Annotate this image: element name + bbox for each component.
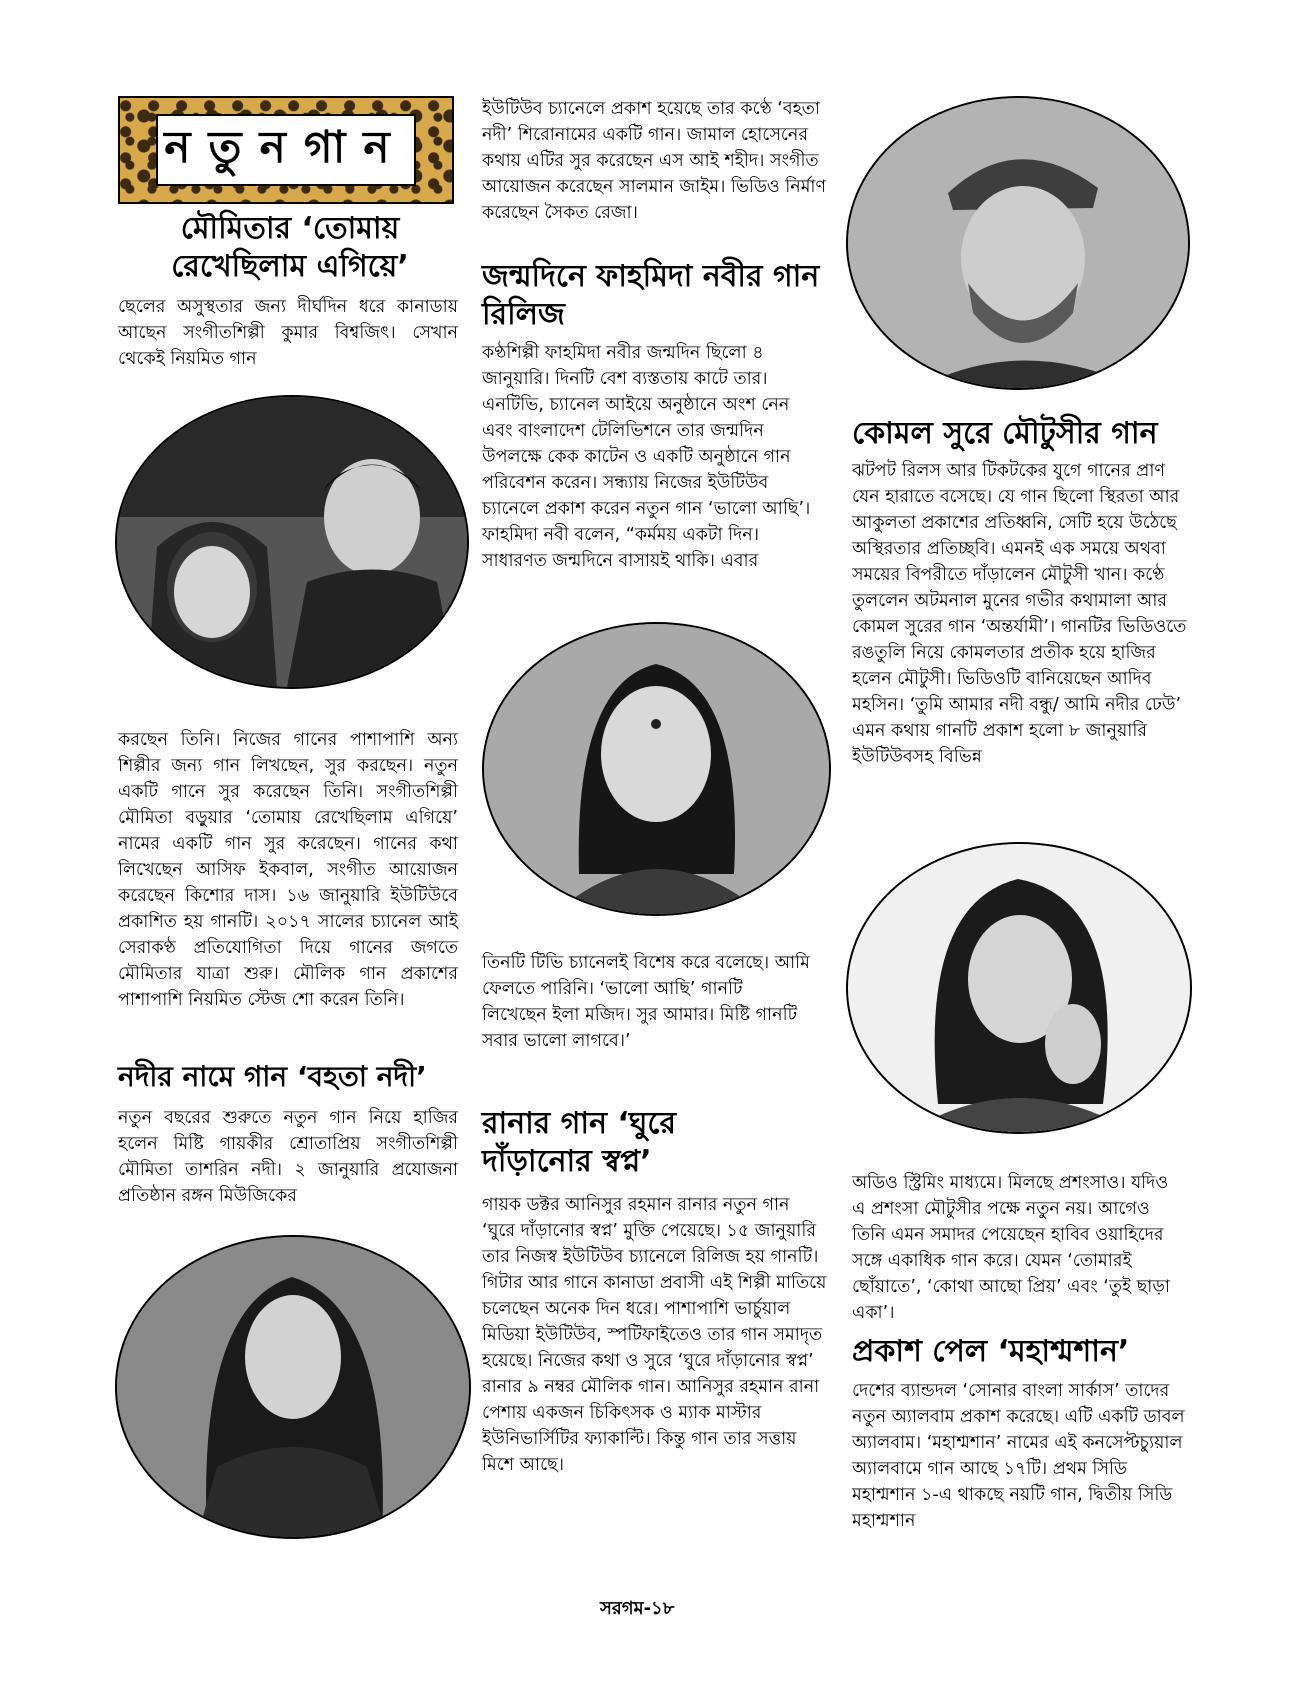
photo-moumita-kumar-bishwajit bbox=[115, 395, 469, 689]
article-bohota-nodi-cont bbox=[482, 96, 827, 226]
photo-moutushi-khan bbox=[846, 842, 1192, 1134]
headline-bohota-nodi: নদীর নামে গান ‘বহতা নদী’ bbox=[118, 1060, 427, 1093]
article-moumita-body bbox=[118, 727, 458, 1013]
article-moutushi-cont bbox=[852, 1170, 1187, 1326]
photo-moumita-tashrin bbox=[115, 1235, 471, 1539]
paragraph: ইউটিউব চ্যানেলে প্রকাশ হয়েছে তার কণ্ঠে ‘বহতা নদী’ শিরোনামের একটি গান। জামাল হোসেনের কথায় এটির সুর করেছেন এস আই শহীদ। সংগীত আয়োজন করেছেন সালমান জাইম। ভিডিও নির্মাণ করেছেন সৈকত রেজা। bbox=[482, 99, 827, 223]
duo-portrait-image bbox=[117, 397, 467, 687]
section-banner bbox=[118, 96, 454, 204]
portrait-image bbox=[117, 1237, 469, 1537]
photo-fahmida-nabi bbox=[482, 622, 831, 916]
article-fahmida-nabi-cont bbox=[482, 950, 812, 1054]
article-moumita-intro bbox=[118, 294, 458, 372]
headline-fahmida-nabi: জন্মদিনে ফাহমিদা নবীর গান রিলিজ bbox=[482, 259, 820, 332]
paragraph: গায়ক ডক্টর আনিসুর রহমান রানার নতুন গান ‘ঘুরে দাঁড়ানোর স্বপ্ন’ মুক্তি পেয়েছে। ১৫ জানুয়ারি তার নিজস্ব ইউটিউব চ্যানেলে রিলিজ হয় গানটি। গিটার আর গানে কানাডা প্রবাসী এই শিল্পী মাতিয়ে চলেছেন অনেক দিন ধরে। পাশাপাশি ভার্চুয়াল মিডিয়া ইউটিউব, স্পটিফাইতেও তার গান সমাদৃত হয়েছে। নিজের কথা ও সুরে ‘ঘুরে দাঁড়ানোর স্বপ্ন’ রানার ৯ নম্বর মৌলিক গান। আনিসুর রহমান রানা পেশায় একজন চিকিৎসক ও ম্যাক মাস্টার ইউনিভার্সিটির ফ্যাকাল্টি। কিন্তু গান তার সত্তায় মিশে আছে। bbox=[482, 1195, 827, 1475]
article-mohashmoshan bbox=[852, 1378, 1187, 1534]
paragraph: করছেন তিনি। নিজের গানের পাশাপাশি অন্য শিল্পীর জন্য গান লিখছেন, সুর করছেন। নতুন একটি গানে সুর করেছেন তিনি। সংগীতশিল্পী মৌমিতা বড়ুয়ার ‘তোমায় রেখেছিলাম এগিয়ে’ নামের একটি গান সুর করেছেন। গানের কথা লিখেছেন আসিফ ইকবাল, সংগীত আয়োজন করেছেন কিশোর দাস। ১৬ জানুয়ারি ইউটিউবে প্রকাশিত হয় গানটি। ২০১৭ সালের চ্যানেল আই সেরাকণ্ঠ প্রতিযোগিতা দিয়ে গানের জগতে মৌমিতার যাত্রা শুরু। মৌলিক গান প্রকাশের পাশাপাশি নিয়মিত স্টেজ শো করেন তিনি। bbox=[118, 730, 458, 1010]
headline-rana: রানার গান ‘ঘুরে দাঁড়ানোর স্বপ্ন’ bbox=[482, 1106, 676, 1179]
photo-man-with-cap bbox=[846, 96, 1190, 390]
article-moutushi bbox=[852, 458, 1187, 770]
article-bohota-nodi-left bbox=[118, 1105, 458, 1209]
portrait-image bbox=[848, 844, 1190, 1132]
paragraph: ছেলের অসুস্থতার জন্য দীর্ঘদিন ধরে কানাডায় আছেন সংগীতশিল্পী কুমার বিশ্বজিৎ। সেখান থেকেই নিয়মিত গান bbox=[118, 297, 458, 369]
headline-mohashmoshan: প্রকাশ পেল ‘মহাশ্মশান’ bbox=[852, 1334, 1130, 1369]
portrait-image bbox=[484, 624, 829, 914]
article-fahmida-nabi bbox=[482, 340, 822, 574]
headline-moumita: মৌমিতার ‘তোমায় রেখেছিলাম এগিয়ে’ bbox=[171, 211, 409, 284]
portrait-image bbox=[848, 98, 1188, 388]
paragraph: তিনটি টিভি চ্যানেলই বিশেষ করে বলেছে। আমি ফেলতে পারিনি। ‘ভালো আছি’ গানটি লিখেছেন ইলা মজিদ। সুর আমার। মিষ্টি গানটি সবার ভালো লাগবে।’ bbox=[482, 953, 810, 1051]
paragraph: অডিও স্ট্রিমিং মাধ্যমে। মিলছে প্রশংসাও। যদিও এ প্রশংসা মৌটুসীর পক্ষে নতুন নয়। আগেও তিনি এমন সমাদর পেয়েছেন হাবিব ওয়াহিদের সঙ্গে একাধিক গান করে। যেমন ‘তোমারই ছোঁয়াতে’, ‘কোথা আছো প্রিয়’ এবং ‘তুই ছাড়া একা’। bbox=[852, 1173, 1170, 1323]
paragraph: কণ্ঠশিল্পী ফাহমিদা নবীর জন্মদিন ছিলো ৪ জানুয়ারি। দিনটি বেশ ব্যস্ততায় কাটে তার। এনটিভি, চ্যানেল আইয়ে অনুষ্ঠানে অংশ নেন এবং বাংলাদেশ টেলিভিশনে তার জন্মদিন উপলক্ষে কেক কাটেন ও একটি অনুষ্ঠানে গান পরিবেশন করেন। সন্ধ্যায় নিজের ইউটিউব চ্যানেলে প্রকাশ করেন নতুন গান ‘ভালো আছি’। ফাহমিদা নবী বলেন, “কর্মময় একটা দিন। সাধারণত জন্মদিনে বাসায়ই থাকি। এবার bbox=[482, 343, 811, 571]
paragraph: ঝটপট রিলস আর টিকটকের যুগে গানের প্রাণ যেন হারাতে বসেছে। যে গান ছিলো স্থিরতা আর আকুলতা প্রকাশের প্রতিধ্বনি, সেটি হয়ে উঠেছে অস্থিরতার প্রতিচ্ছবি। এমনই এক সময়ে অথবা সময়ের বিপরীতে দাঁড়ালেন মৌটুসী খান। কণ্ঠে তুললেন অটমনাল মুনের গভীর কথামালা আর কোমল সুরের গান ‘অন্তর্যামী’। গানটির ভিডিওতে রঙতুলি নিয়ে কোমলতার প্রতীক হয়ে হাজির হলেন মৌটুসী। ভিডিওটি বানিয়েছেন আদিব মহসিন। ‘তুমি আমার নদী বন্ধু/ আমি নদীর ঢেউ’ এমন কথায় গানটি প্রকাশ হলো ৮ জানুয়ারি ইউটিউবসহ বিভিন্ন bbox=[852, 461, 1187, 767]
paragraph: নতুন বছরের শুরুতে নতুন গান নিয়ে হাজির হলেন মিষ্টি গায়কীর শ্রোতাপ্রিয় সংগীতশিল্পী মৌমিতা তাশরিন নদী। ২ জানুয়ারি প্রযোজনা প্রতিষ্ঠান রঙ্গন মিউজিকের bbox=[118, 1108, 458, 1206]
paragraph: দেশের ব্যান্ডদল ‘সোনার বাংলা সার্কাস’ তাদের নতুন অ্যালবাম প্রকাশ করেছে। এটি একটি ডাবল অ্যালবাম। ‘মহাশ্মশান’ নামের এই কনসেপ্টচ্যুয়াল অ্যালবামে গান আছে ১৭টি। প্রথম সিডি মহাশ্মশান ১-এ থাকছে নয়টি গান, দ্বিতীয় সিডি মহাশ্মশান bbox=[852, 1381, 1185, 1531]
section-banner-title: নতুনগান bbox=[156, 114, 416, 186]
page-number: সরগম-১৮ bbox=[600, 1598, 675, 1619]
headline-moutushi: কোমল সুরে মৌটুসীর গান bbox=[852, 416, 1158, 451]
article-rana bbox=[482, 1192, 827, 1478]
